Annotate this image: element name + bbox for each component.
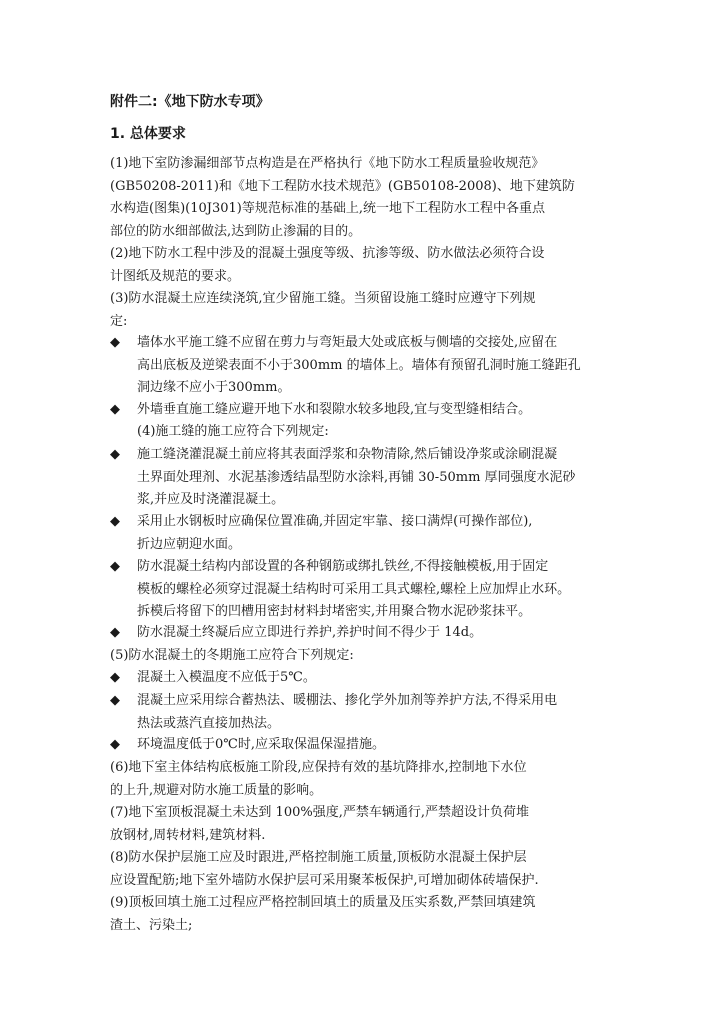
text-line: 放钢材,周转材料,建筑材料. [110, 827, 266, 843]
text-line: 混凝土入模温度不应低于5℃。 [137, 670, 316, 685]
text-line: 的上升,规避对防水施工质量的影响。 [110, 782, 323, 798]
text-line: 采用止水钢板时应确保位置准确,并固定牢靠、接口满焊(可操作部位), [137, 514, 533, 529]
diamond-bullet-icon: ◆ [110, 693, 120, 708]
paragraph-1 [110, 153, 630, 243]
bullet-item [110, 667, 630, 690]
diamond-bullet-icon: ◆ [110, 402, 120, 417]
text-line: 土界面处理剂、水泥基渗透结晶型防水涂料,再铺 30-50mm 厚同强度水泥砂 [137, 469, 576, 485]
diamond-bullet-icon: ◆ [110, 559, 120, 574]
text-line: 外墙垂直施工缝应避开地下水和裂隙水较多地段,宜与变型缝相结合。 [137, 402, 532, 417]
text-line: (GB50208-2011)和《地下工程防水技术规范》(GB50108-2008)、地下建筑防 [110, 178, 575, 194]
text-line: 水构造(图集)(10J301)等规范标准的基础上,统一地下工程防水工程中各重点 [110, 201, 545, 216]
text-line: 定: [110, 313, 128, 329]
diamond-bullet-icon: ◆ [110, 447, 120, 462]
text-line: 墙体水平施工缝不应留在剪力与弯矩最大处或底板与侧墙的交接处,应留在 [137, 335, 558, 350]
text-line: 施工缝浇灌混凝土前应将其表面浮浆和杂物清除,然后铺设净浆或涂刷混凝 [137, 447, 558, 462]
diamond-bullet-icon: ◆ [110, 670, 120, 685]
document-title: 附件二:《地下防水专项》 [110, 94, 270, 110]
bullet-item [110, 690, 630, 735]
text-line: 模板的螺栓必须穿过混凝土结构时可采用工具式螺栓,螺栓上应加焊止水环。 [137, 581, 571, 597]
paragraph-3 [110, 288, 630, 333]
paragraph-7 [110, 802, 630, 847]
text-line: 应设置配筋;地下室外墙防水保护层可采用聚苯板保护,可增加砌体砖墙保护. [110, 872, 539, 888]
text-line: 环境温度低于0℃时,应采取保温保湿措施。 [137, 737, 385, 752]
text-line: 折边应朝迎水面。 [137, 536, 242, 552]
bullet-item [110, 399, 630, 422]
paragraph-6 [110, 757, 630, 802]
text-line: 热法或蒸汽直接加热法。 [137, 715, 281, 731]
paragraph-2 [110, 243, 630, 288]
text-line: 高出底板及逆梁表面不小于300mm 的墙体上。墙体有预留孔洞时施工缝距孔 [137, 357, 581, 373]
text-line: (9)顶板回填土施工过程应严格控制回填土的质量及压实系数,严禁回填建筑 [110, 895, 536, 910]
diamond-bullet-icon: ◆ [110, 737, 120, 752]
text-line: 渣土、污染土; [110, 917, 193, 933]
bullet-item [110, 511, 630, 556]
bullet-item [110, 444, 630, 512]
text-line: (2)地下防水工程中涉及的混凝土强度等级、抗渗等级、防水做法必须符合设 [110, 246, 545, 261]
text-line: (1)地下室防渗漏细部节点构造是在严格执行《地下防水工程质量验收规范》 [110, 156, 545, 171]
text-line: 防水混凝土结构内部设置的各种钢筋或绑扎铁丝,不得接触模板,用于固定 [137, 559, 549, 574]
text-line: 防水混凝土终凝后应立即进行养护,养护时间不得少于 14d。 [137, 625, 483, 640]
text-line: 洞边缘不应小于300mm。 [137, 380, 291, 395]
text-line: 混凝土应采用综合蓄热法、暖棚法、掺化学外加剂等养护方法,不得采用电 [137, 693, 558, 708]
text-line: (7)地下室顶板混凝土未达到 100%强度,严禁车辆通行,严禁超设计负荷堆 [110, 805, 529, 820]
bullet-item [110, 556, 630, 624]
text-line: 计图纸及规范的要求。 [110, 268, 241, 284]
paragraph-8 [110, 847, 630, 892]
text-line: 浆,并应及时浇灌混凝土。 [137, 492, 285, 507]
text-line: 拆模后将留下的凹槽用密封材料封堵密实,并用聚合物水泥砂浆抹平。 [137, 604, 532, 619]
paragraph-5 [110, 645, 630, 668]
text-line: (8)防水保护层施工应及时跟进,严格控制施工质量,顶板防水混凝土保护层 [110, 850, 527, 865]
diamond-bullet-icon: ◆ [110, 625, 120, 640]
text-line: (3)防水混凝土应连续浇筑,宜少留施工缝。当须留设施工缝时应遵守下列规 [110, 291, 536, 306]
text-line: 部位的防水细部做法,达到防止渗漏的目的。 [110, 223, 362, 239]
diamond-bullet-icon: ◆ [110, 514, 120, 529]
section-heading: 1. 总体要求 [110, 126, 186, 142]
paragraph-9 [110, 892, 630, 937]
text-line: (6)地下室主体结构底板施工阶段,应保持有效的基坑降排水,控制地下水位 [110, 760, 527, 775]
bullet-item [110, 332, 630, 400]
diamond-bullet-icon: ◆ [110, 335, 120, 350]
sub-heading: (4)施工缝的施工应符合下列规定: [137, 424, 329, 439]
bullet-item [110, 622, 630, 645]
text-line: (5)防水混凝土的冬期施工应符合下列规定: [110, 648, 354, 663]
bullet-item [110, 734, 630, 757]
